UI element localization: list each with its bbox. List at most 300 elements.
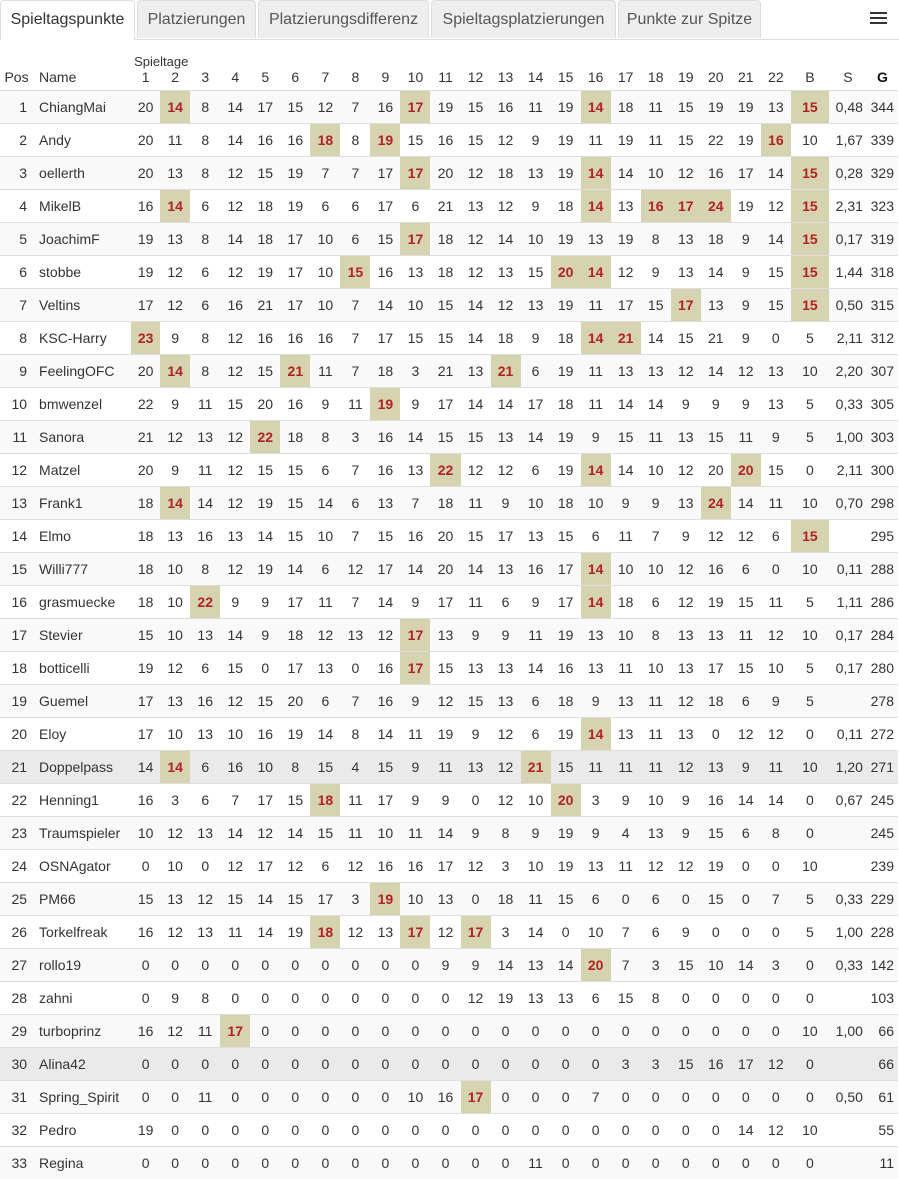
matchday-points-cell: 14 <box>581 156 611 189</box>
matchday-points-cell: 18 <box>131 486 160 519</box>
matchday-points-cell: 11 <box>468 593 483 610</box>
matchday-points-cell: 19 <box>250 486 280 519</box>
matchday-points-cell: 19 <box>551 288 581 321</box>
matchday-points-cell: 11 <box>340 816 370 849</box>
matchday-points-cell: 16 <box>437 131 454 148</box>
header-matchday-8: 8 <box>351 69 360 85</box>
matchday-points-cell: 13 <box>587 659 604 676</box>
bonus-cell: 0 <box>791 1080 829 1113</box>
table-row <box>0 519 898 552</box>
matchday-points-cell: 0 <box>581 1146 611 1179</box>
matchday-points-cell: 7 <box>351 461 360 478</box>
matchday-points-cell: 0 <box>310 948 340 981</box>
matchday-points-cell: 15 <box>768 461 784 478</box>
player-name: Pedro <box>39 1121 77 1138</box>
matchday-points-cell: 12 <box>461 156 491 189</box>
matchday-points-cell: 10 <box>400 288 430 321</box>
matchday-points-cell: 20 <box>131 354 160 387</box>
matchday-points-cell: 17 <box>370 156 400 189</box>
matchday-points-cell: 0 <box>250 948 280 981</box>
player-name: Torkelfreak <box>39 923 108 940</box>
matchday-points-cell: 12 <box>497 791 514 808</box>
header-matchday-5: 5 <box>261 69 270 85</box>
matchday-points-cell: 20 <box>280 684 310 717</box>
s-cell: 1,20 <box>829 750 867 783</box>
matchday-points-cell: 7 <box>340 90 370 123</box>
s-cell: 0,17 <box>829 618 867 651</box>
matchday-points-cell: 10 <box>701 948 731 981</box>
matchday-points-cell: 0 <box>491 1146 521 1179</box>
matchday-points-cell: 18 <box>557 395 574 412</box>
matchday-points-cell: 0 <box>771 923 780 940</box>
matchday-points-cell: 0 <box>220 1146 250 1179</box>
matchday-points-cell: 15 <box>370 222 400 255</box>
matchday-points-cell: 0 <box>280 1080 310 1113</box>
matchday-points-cell: 11 <box>197 395 213 412</box>
matchday-points-cell: 9 <box>171 989 180 1006</box>
table-row <box>0 453 898 486</box>
matchday-points-cell: 9 <box>531 197 540 214</box>
matchday-points-cell: 19 <box>557 857 574 874</box>
matchday-points-cell: 9 <box>761 420 791 453</box>
matchday-points-cell: 10 <box>400 882 430 915</box>
matchday-points-cell: 11 <box>461 486 491 519</box>
matchday-points-cell: 9 <box>171 329 180 346</box>
matchday-points-cell: 9 <box>531 593 540 610</box>
matchday-points-cell: 10 <box>521 222 551 255</box>
matchday-points-cell: 19 <box>738 131 754 148</box>
matchday-points-cell: 10 <box>227 725 244 742</box>
matchday-points-cell: 0 <box>671 882 701 915</box>
matchday-points-cell: 13 <box>317 659 334 676</box>
pos-cell: 28 <box>11 989 28 1006</box>
matchday-points-cell: 12 <box>190 882 220 915</box>
matchday-points-cell: 13 <box>497 659 514 676</box>
matchday-points-cell: 15 <box>551 750 581 783</box>
player-name: Stevier <box>33 618 131 651</box>
matchday-points-cell: 18 <box>280 618 310 651</box>
matchday-points-cell: 15 <box>250 684 280 717</box>
matchday-points-cell: 9 <box>471 725 480 742</box>
matchday-points-cell: 12 <box>227 197 244 214</box>
matchday-points-cell: 11 <box>408 725 423 742</box>
matchday-points-cell: 6 <box>190 750 220 783</box>
matchday-points-cell: 14 <box>467 395 484 412</box>
matchday-points-cell: 14 <box>257 923 274 940</box>
matchday-points-cell: 13 <box>527 527 544 544</box>
matchday-points-cell: 9 <box>581 684 611 717</box>
matchday-points-cell: 12 <box>227 263 244 280</box>
matchday-points-cell: 13 <box>587 857 604 874</box>
s-cell: 0,17 <box>835 659 863 676</box>
matchday-points-cell: 19 <box>257 263 274 280</box>
matchday-points-cell: 9 <box>641 486 671 519</box>
matchday-points-cell: 19 <box>280 156 310 189</box>
s-cell: 1,00 <box>829 1014 867 1047</box>
matchday-points-cell: 9 <box>231 593 240 610</box>
matchday-points-cell: 7 <box>310 156 340 189</box>
matchday-points-cell: 0 <box>171 1121 180 1138</box>
matchday-points-cell: 12 <box>761 1047 791 1080</box>
matchday-points-cell: 0 <box>261 989 270 1006</box>
matchday-points-cell: 6 <box>340 222 370 255</box>
matchday-points-cell: 3 <box>501 923 510 940</box>
matchday-points-cell: 12 <box>617 263 634 280</box>
matchday-points-cell: 18 <box>491 156 521 189</box>
matchday-points-cell: 18 <box>557 329 574 346</box>
matchday-points-cell: 13 <box>407 263 424 280</box>
matchday-points-cell: 17 <box>250 90 280 123</box>
table-row <box>0 618 898 651</box>
matchday-points-cell: 20 <box>137 131 154 148</box>
matchday-points-cell: 15 <box>461 420 491 453</box>
matchday-points-cell: 0 <box>491 1047 521 1080</box>
matchday-points-cell: 14 <box>647 395 664 412</box>
matchday-points-cell: 11 <box>611 750 641 783</box>
matchday-points-cell: 7 <box>351 527 360 544</box>
matchday-points-cell: 10 <box>317 527 334 544</box>
matchday-points-cell: 0 <box>340 1080 370 1113</box>
pos-cell: 26 <box>11 923 28 940</box>
standings-table <box>0 44 898 1179</box>
s-cell: 0,50 <box>829 1080 867 1113</box>
matchday-points-cell: 16 <box>377 461 394 478</box>
table-row <box>0 849 898 882</box>
matchday-points-cell: 6 <box>591 989 600 1006</box>
matchday-points-cell: 12 <box>738 725 754 742</box>
hamburger-menu-icon[interactable] <box>870 12 887 26</box>
matchday-points-cell: 0 <box>731 1014 761 1047</box>
total-cell: 315 <box>867 288 898 321</box>
matchday-points-cell: 0 <box>201 1121 210 1138</box>
matchday-points-cell: 16 <box>701 552 731 585</box>
s-cell: 0,28 <box>829 156 867 189</box>
tab-platzierungsdifferenz[interactable]: Platzierungsdifferenz <box>258 0 429 38</box>
total-cell: 11 <box>867 1146 898 1179</box>
matchday-points-cell: 10 <box>641 156 671 189</box>
matchday-points-cell: 14 <box>581 90 611 123</box>
total-cell: 280 <box>870 659 894 676</box>
matchday-points-cell: 0 <box>491 1080 521 1113</box>
matchday-points-cell: 7 <box>231 791 240 808</box>
matchday-points-cell: 0 <box>771 329 780 346</box>
matchday-points-cell: 0 <box>280 1047 310 1080</box>
matchday-points-cell: 12 <box>671 156 701 189</box>
matchday-points-cell: 19 <box>701 90 731 123</box>
table-row <box>0 486 898 519</box>
matchday-points-cell: 3 <box>400 354 430 387</box>
matchday-points-cell: 10 <box>768 659 784 676</box>
matchday-points-cell: 14 <box>707 263 724 280</box>
matchday-points-cell: 18 <box>430 486 460 519</box>
matchday-points-cell: 13 <box>521 948 551 981</box>
matchday-points-cell: 6 <box>201 791 210 808</box>
matchday-points-cell: 18 <box>310 783 340 816</box>
player-name: Elmo <box>39 527 71 544</box>
s-cell: 0,67 <box>835 791 863 808</box>
matchday-points-cell: 0 <box>430 1146 460 1179</box>
table-row <box>0 321 898 354</box>
matchday-points-cell: 10 <box>250 750 280 783</box>
bonus-cell: 0 <box>791 816 829 849</box>
table-row <box>0 948 898 981</box>
matchday-points-cell: 15 <box>738 593 754 610</box>
table-row <box>0 1047 898 1080</box>
matchday-points-cell: 0 <box>711 1121 720 1138</box>
matchday-points-cell: 0 <box>741 923 750 940</box>
pos-cell: 5 <box>0 222 33 255</box>
pos-cell: 30 <box>0 1047 33 1080</box>
s-cell: 2,11 <box>836 329 863 346</box>
player-name: PM66 <box>33 882 131 915</box>
matchday-points-cell: 15 <box>310 750 340 783</box>
table-row <box>0 783 898 816</box>
matchday-points-cell: 8 <box>201 989 210 1006</box>
matchday-points-cell: 19 <box>738 197 754 214</box>
pos-cell: 15 <box>0 552 33 585</box>
matchday-points-cell: 11 <box>618 857 633 874</box>
matchday-points-cell: 17 <box>461 1080 491 1113</box>
table-row <box>0 1146 898 1179</box>
matchday-points-cell: 11 <box>648 725 663 742</box>
bonus-cell: 15 <box>791 156 829 189</box>
matchday-points-cell: 17 <box>461 915 491 948</box>
player-name: Andy <box>39 131 71 148</box>
player-name: Traumspieler <box>33 816 131 849</box>
matchday-points-cell: 12 <box>677 461 694 478</box>
matchday-points-cell: 6 <box>351 197 360 214</box>
matchday-points-cell: 7 <box>400 486 430 519</box>
pos-cell: 22 <box>11 791 28 808</box>
matchday-points-cell: 18 <box>280 420 310 453</box>
matchday-points-cell: 9 <box>681 527 690 544</box>
matchday-points-cell: 14 <box>430 816 460 849</box>
matchday-points-cell: 19 <box>131 222 160 255</box>
matchday-points-cell: 13 <box>641 354 671 387</box>
matchday-points-cell: 13 <box>430 882 460 915</box>
matchday-points-cell: 14 <box>160 750 190 783</box>
matchday-points-cell: 13 <box>160 882 190 915</box>
matchday-points-cell: 16 <box>220 750 250 783</box>
matchday-points-cell: 0 <box>160 1047 190 1080</box>
matchday-points-cell: 0 <box>381 1121 390 1138</box>
matchday-points-cell: 11 <box>641 90 671 123</box>
tab-platzierungen[interactable]: Platzierungen <box>137 0 256 38</box>
matchday-points-cell: 11 <box>648 131 663 148</box>
header-matchday-7: 7 <box>321 69 330 85</box>
matchday-points-cell: 17 <box>280 222 310 255</box>
matchday-points-cell: 10 <box>317 263 334 280</box>
bonus-cell: 10 <box>802 1121 818 1138</box>
s-cell: 0,11 <box>829 552 867 585</box>
matchday-points-cell: 15 <box>671 90 701 123</box>
matchday-points-cell: 11 <box>768 593 784 610</box>
bonus-cell: 5 <box>805 659 814 676</box>
matchday-points-cell: 0 <box>761 1146 791 1179</box>
matchday-points-cell: 0 <box>731 882 761 915</box>
tab-bar <box>0 0 899 40</box>
matchday-points-cell: 9 <box>651 263 660 280</box>
matchday-points-cell: 6 <box>321 857 330 874</box>
matchday-points-cell: 0 <box>340 1047 370 1080</box>
matchday-points-cell: 0 <box>381 989 390 1006</box>
matchday-points-cell: 16 <box>701 1047 731 1080</box>
total-cell: 228 <box>870 923 894 940</box>
matchday-points-cell: 15 <box>430 288 460 321</box>
matchday-points-cell: 8 <box>280 750 310 783</box>
matchday-points-cell: 10 <box>160 618 190 651</box>
matchday-points-cell: 9 <box>491 486 521 519</box>
matchday-points-cell: 14 <box>581 321 611 354</box>
matchday-points-cell: 0 <box>611 1080 641 1113</box>
matchday-points-cell: 0 <box>400 1014 430 1047</box>
matchday-points-cell: 13 <box>768 395 784 412</box>
player-name: OSNAgator <box>39 857 111 874</box>
s-cell <box>829 684 867 717</box>
matchday-points-cell: 16 <box>377 857 394 874</box>
matchday-points-cell: 0 <box>711 725 720 742</box>
matchday-points-cell: 14 <box>581 255 611 288</box>
matchday-points-cell: 16 <box>257 725 274 742</box>
matchday-points-cell: 6 <box>651 593 660 610</box>
matchday-points-cell: 15 <box>280 882 310 915</box>
pos-cell: 14 <box>11 527 28 544</box>
matchday-points-cell: 10 <box>167 857 183 874</box>
matchday-points-cell: 8 <box>641 618 671 651</box>
matchday-points-cell: 14 <box>738 791 754 808</box>
table-row <box>0 255 898 288</box>
total-cell: 272 <box>870 725 894 742</box>
matchday-points-cell: 3 <box>641 1047 671 1080</box>
matchday-points-cell: 11 <box>581 288 611 321</box>
matchday-points-cell: 17 <box>370 552 400 585</box>
pos-cell: 33 <box>0 1146 33 1179</box>
matchday-points-cell: 18 <box>437 263 454 280</box>
matchday-points-cell: 17 <box>280 288 310 321</box>
matchday-points-cell: 0 <box>651 1121 660 1138</box>
player-name: Sanora <box>33 420 131 453</box>
matchday-points-cell: 10 <box>167 725 183 742</box>
total-cell: 103 <box>870 989 894 1006</box>
matchday-points-cell: 12 <box>167 923 183 940</box>
matchday-points-cell: 14 <box>581 585 611 618</box>
matchday-points-cell: 0 <box>731 1146 761 1179</box>
total-cell: 142 <box>867 948 898 981</box>
header-matchday-19: 19 <box>677 69 694 85</box>
matchday-points-cell: 16 <box>287 329 304 346</box>
bonus-cell: 0 <box>791 1146 829 1179</box>
matchday-points-cell: 9 <box>741 263 750 280</box>
matchday-points-cell: 0 <box>761 1080 791 1113</box>
matchday-points-cell: 0 <box>160 1146 190 1179</box>
matchday-points-cell: 17 <box>557 593 574 610</box>
player-name: Regina <box>33 1146 131 1179</box>
matchday-points-cell: 0 <box>131 1047 160 1080</box>
matchday-points-cell: 19 <box>557 131 574 148</box>
matchday-points-cell: 12 <box>220 354 250 387</box>
matchday-points-cell: 19 <box>370 882 400 915</box>
matchday-points-cell: 0 <box>430 1047 460 1080</box>
matchday-points-cell: 21 <box>430 354 460 387</box>
tab-spieltagsplatzierungen[interactable]: Spieltagsplatzierungen <box>431 0 616 38</box>
matchday-points-cell: 0 <box>611 882 641 915</box>
matchday-points-cell: 16 <box>370 90 400 123</box>
matchday-points-cell: 9 <box>731 750 761 783</box>
matchday-points-cell: 12 <box>467 857 484 874</box>
total-cell: 66 <box>867 1047 898 1080</box>
s-cell: 1,67 <box>835 131 863 148</box>
matchday-points-cell: 14 <box>257 527 274 544</box>
matchday-points-cell: 16 <box>707 791 724 808</box>
matchday-points-cell: 20 <box>131 156 160 189</box>
matchday-points-cell: 12 <box>167 263 183 280</box>
tab-spieltagspunkte[interactable]: Spieltagspunkte <box>0 0 135 40</box>
pos-cell: 24 <box>11 857 28 874</box>
matchday-points-cell: 15 <box>370 750 400 783</box>
matchday-points-cell: 19 <box>287 197 304 214</box>
matchday-points-cell: 8 <box>651 989 660 1006</box>
matchday-points-cell: 13 <box>377 923 394 940</box>
matchday-points-cell: 13 <box>197 725 213 742</box>
matchday-points-cell: 13 <box>461 354 491 387</box>
matchday-points-cell: 12 <box>347 923 364 940</box>
matchday-points-cell: 0 <box>291 989 300 1006</box>
table-row <box>0 354 898 387</box>
total-cell: 245 <box>867 816 898 849</box>
matchday-points-cell: 12 <box>347 857 364 874</box>
header-matchday-9: 9 <box>381 69 390 85</box>
table-row <box>0 585 898 618</box>
table-row <box>0 288 898 321</box>
matchday-points-cell: 0 <box>491 1014 521 1047</box>
matchday-points-cell: 17 <box>400 618 430 651</box>
table-row <box>0 420 898 453</box>
matchday-points-cell: 17 <box>377 791 394 808</box>
matchday-points-cell: 16 <box>287 131 304 148</box>
matchday-points-cell: 10 <box>647 659 664 676</box>
total-cell: 339 <box>870 131 894 148</box>
matchday-points-cell: 14 <box>160 189 190 222</box>
matchday-points-cell: 6 <box>731 816 761 849</box>
matchday-points-cell: 0 <box>261 1121 270 1138</box>
matchday-points-cell: 19 <box>437 725 454 742</box>
matchday-points-cell: 12 <box>671 552 701 585</box>
matchday-points-cell: 19 <box>370 123 400 156</box>
matchday-points-cell: 14 <box>160 90 190 123</box>
matchday-points-cell: 15 <box>287 461 304 478</box>
matchday-points-cell: 12 <box>768 197 784 214</box>
matchday-points-cell: 19 <box>617 131 634 148</box>
matchday-points-cell: 12 <box>671 684 701 717</box>
matchday-points-cell: 3 <box>761 948 791 981</box>
matchday-points-cell: 0 <box>591 1121 600 1138</box>
matchday-points-cell: 13 <box>491 552 521 585</box>
matchday-points-cell: 9 <box>171 395 180 412</box>
matchday-points-cell: 14 <box>581 552 611 585</box>
matchday-points-cell: 0 <box>771 989 780 1006</box>
matchday-points-cell: 12 <box>761 618 791 651</box>
matchday-points-cell: 9 <box>171 461 180 478</box>
matchday-points-cell: 12 <box>497 197 514 214</box>
matchday-points-cell: 11 <box>761 750 791 783</box>
matchday-points-cell: 8 <box>190 552 220 585</box>
bonus-cell: 15 <box>791 519 829 552</box>
matchday-points-cell: 20 <box>551 783 581 816</box>
matchday-points-cell: 8 <box>190 222 220 255</box>
tab-punkte-zur-spitze[interactable]: Punkte zur Spitze <box>618 0 761 38</box>
matchday-points-cell: 7 <box>340 156 370 189</box>
matchday-points-cell: 8 <box>201 131 210 148</box>
